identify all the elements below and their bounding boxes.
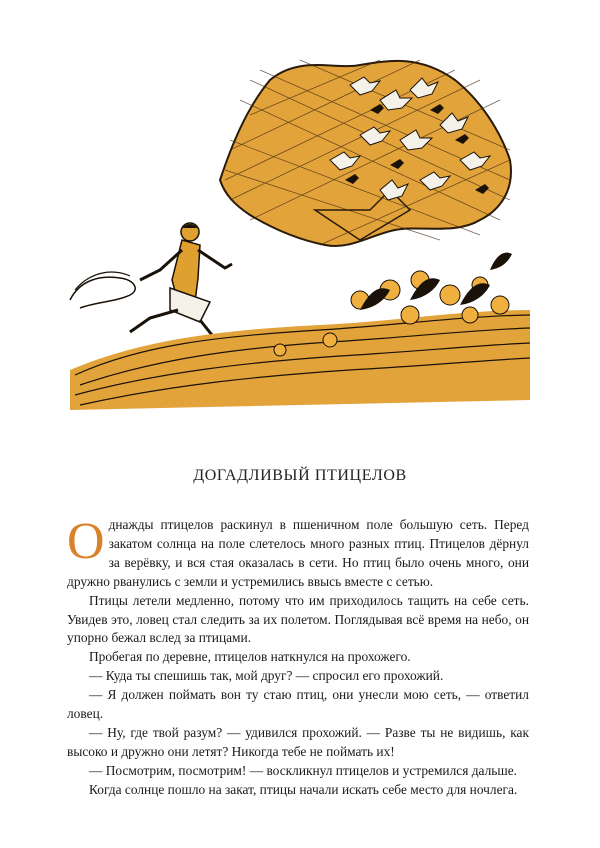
- paragraph: Пробегая по деревне, птицелов наткнулся на прохожего.: [89, 649, 411, 665]
- paragraph: — Куда ты спешишь так, мой друг? — спросил его прохожий.: [89, 668, 444, 684]
- story-text: [67, 513, 529, 800]
- paragraph-first-text: днажды птицелов раскинул в пшеничном поле большую сеть. Перед закатом солнца на поле слетелось много разных птиц. Птицелов дёрнул за верёвку, и вся стая оказалась в сети. Но птиц было очень много, они дружно рванулись с земли и устремились ввысь вместе с сетью.: [67, 517, 529, 589]
- net-with-birds: [220, 60, 511, 246]
- paragraph: — Посмотрим, посмотрим! — воскликнул птицелов и устремился дальше.: [89, 762, 517, 778]
- paragraph: — Я должен поймать вон ту стаю птиц, они унесли мою сеть, — ответил ловец.: [67, 687, 529, 722]
- paragraph: Когда солнце пошло на закат, птицы начали искать себе место для ночлега.: [89, 781, 518, 797]
- illustration-birdcatcher: [60, 40, 540, 420]
- wheat-field: [70, 253, 530, 410]
- story-title: ДОГАДЛИВЫЙ ПТИЦЕЛОВ: [193, 467, 407, 484]
- drop-cap-letter: О: [67, 513, 105, 570]
- birdcatcher-figure: [70, 223, 232, 350]
- paragraph: Птицы летели медленно, потому что им приходилось тащить на себе сеть. Увидев это, ловец стал следить за их полетом. Поглядывая всё время на небо, он упорно бежал вслед за птицами.: [67, 592, 529, 646]
- paragraph-first: [67, 513, 529, 592]
- paragraph: — Ну, где твой разум? — удивился прохожий. — Разве ты не видишь, как высоко и дружно они летят? Никогда тебе не поймать их!: [67, 724, 529, 759]
